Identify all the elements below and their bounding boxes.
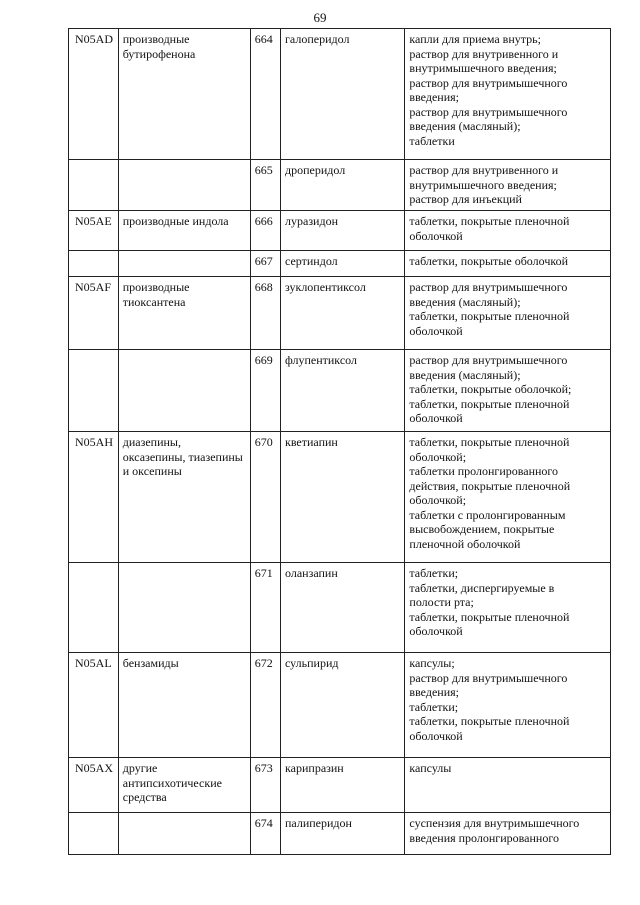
item-number-cell: 671 bbox=[250, 563, 280, 653]
group-name-cell: производные бутирофенона bbox=[118, 29, 250, 160]
drug-name-cell: галоперидол bbox=[281, 29, 405, 160]
dosage-form-line: оболочкой bbox=[409, 228, 463, 243]
dosage-forms-cell bbox=[405, 29, 611, 160]
atc-code-cell: N05AD bbox=[69, 29, 119, 160]
item-number-cell: 668 bbox=[250, 277, 280, 350]
dosage-form-line: раствор для внутримышечного bbox=[409, 104, 568, 119]
dosage-form-line: капли для приема внутрь; bbox=[409, 32, 541, 46]
atc-code-cell bbox=[69, 251, 119, 277]
drug-name-cell: палиперидон bbox=[281, 813, 405, 855]
dosage-form-line: раствор для внутривенного и bbox=[409, 46, 559, 61]
dosage-form-line: действия, покрытые пленочной bbox=[409, 478, 571, 493]
dosage-form-line: капсулы; bbox=[409, 656, 455, 670]
dosage-forms-cell bbox=[405, 160, 611, 211]
dosage-form-line: таблетки bbox=[409, 133, 455, 148]
dosage-form-line: таблетки, покрытые пленочной bbox=[409, 214, 570, 228]
dosage-form-line: раствор для внутримышечного bbox=[409, 280, 568, 294]
dosage-form-line: введения; bbox=[409, 685, 459, 699]
dosage-form-line: оболочкой; bbox=[409, 493, 467, 507]
item-number-cell: 669 bbox=[250, 350, 280, 432]
group-name-cell: производные индола bbox=[118, 211, 250, 251]
dosage-form-line: таблетки с пролонгированным bbox=[409, 507, 566, 522]
table-row bbox=[69, 563, 611, 653]
drug-name-cell: луразидон bbox=[281, 211, 405, 251]
dosage-forms-cell bbox=[405, 277, 611, 350]
dosage-form-line: раствор для инъекций bbox=[409, 192, 522, 206]
dosage-form-line: раствор для внутривенного и bbox=[409, 163, 559, 177]
group-name-cell bbox=[118, 350, 250, 432]
drug-name-cell: сертиндол bbox=[281, 251, 405, 277]
group-name-cell: диазепины, оксазепины, тиазепины и оксепины bbox=[118, 432, 250, 563]
item-number-cell: 674 bbox=[250, 813, 280, 855]
dosage-forms-cell bbox=[405, 350, 611, 432]
table-row bbox=[69, 432, 611, 563]
dosage-form-line: оболочкой bbox=[409, 323, 463, 338]
dosage-forms-cell bbox=[405, 563, 611, 653]
drug-name-cell: сульпирид bbox=[281, 653, 405, 758]
dosage-form-line: полости рта; bbox=[409, 595, 474, 609]
group-name-cell bbox=[118, 563, 250, 653]
atc-code-cell bbox=[69, 350, 119, 432]
group-name-cell: бензамиды bbox=[118, 653, 250, 758]
table-row bbox=[69, 160, 611, 211]
dosage-form-line: таблетки, покрытые пленочной bbox=[409, 396, 570, 411]
drug-table-body bbox=[69, 29, 611, 855]
dosage-form-line: таблетки, покрытые пленочной bbox=[409, 609, 570, 624]
dosage-form-line: оболочкой; bbox=[409, 449, 467, 464]
atc-code-cell: N05AL bbox=[69, 653, 119, 758]
dosage-form-line: таблетки, покрытые пленочной bbox=[409, 714, 570, 728]
drug-name-cell: дроперидол bbox=[281, 160, 405, 211]
dosage-form-line: таблетки, покрытые оболочкой bbox=[409, 254, 568, 268]
dosage-form-line: капсулы bbox=[409, 761, 452, 775]
table-row bbox=[69, 251, 611, 277]
item-number-cell: 673 bbox=[250, 758, 280, 813]
dosage-forms-cell bbox=[405, 813, 611, 855]
dosage-form-line: высвобождением, покрытые bbox=[409, 522, 555, 536]
table-row bbox=[69, 813, 611, 855]
group-name-cell bbox=[118, 813, 250, 855]
item-number-cell: 665 bbox=[250, 160, 280, 211]
dosage-form-line: внутримышечного введения; bbox=[409, 177, 557, 192]
drug-name-cell: флупентиксол bbox=[281, 350, 405, 432]
table-row bbox=[69, 653, 611, 758]
atc-code-cell: N05AX bbox=[69, 758, 119, 813]
table-row bbox=[69, 758, 611, 813]
item-number-cell: 666 bbox=[250, 211, 280, 251]
dosage-form-line: введения (масляный); bbox=[409, 367, 521, 382]
dosage-form-line: раствор для внутримышечного bbox=[409, 670, 568, 685]
dosage-form-line: введения (масляный); bbox=[409, 294, 521, 309]
item-number-cell: 664 bbox=[250, 29, 280, 160]
dosage-form-line: таблетки, покрытые пленочной bbox=[409, 435, 570, 449]
atc-code-cell: N05AF bbox=[69, 277, 119, 350]
drug-name-cell: оланзапин bbox=[281, 563, 405, 653]
dosage-form-line: оболочкой bbox=[409, 411, 463, 425]
dosage-form-line: раствор для внутримышечного bbox=[409, 353, 568, 367]
dosage-form-line: таблетки; bbox=[409, 566, 459, 580]
drug-table bbox=[68, 28, 611, 855]
dosage-form-line: таблетки; bbox=[409, 699, 459, 714]
dosage-form-line: таблетки, диспергируемые в bbox=[409, 580, 555, 595]
dosage-form-line: оболочкой bbox=[409, 624, 463, 638]
dosage-form-line: введения; bbox=[409, 90, 459, 104]
dosage-forms-cell bbox=[405, 432, 611, 563]
group-name-cell bbox=[118, 251, 250, 277]
dosage-forms-cell bbox=[405, 251, 611, 277]
dosage-form-line: пленочной оболочкой bbox=[409, 536, 521, 551]
dosage-form-line: раствор для внутримышечного bbox=[409, 75, 568, 90]
table-row bbox=[69, 211, 611, 251]
atc-code-cell: N05AH bbox=[69, 432, 119, 563]
dosage-form-line: внутримышечного введения; bbox=[409, 61, 557, 75]
atc-code-cell bbox=[69, 563, 119, 653]
drug-name-cell: карипразин bbox=[281, 758, 405, 813]
item-number-cell: 672 bbox=[250, 653, 280, 758]
item-number-cell: 667 bbox=[250, 251, 280, 277]
atc-code-cell bbox=[69, 813, 119, 855]
atc-code-cell bbox=[69, 160, 119, 211]
dosage-forms-cell bbox=[405, 211, 611, 251]
table-row bbox=[69, 29, 611, 160]
group-name-cell: производные тиоксантена bbox=[118, 277, 250, 350]
dosage-form-line: таблетки, покрытые пленочной bbox=[409, 309, 570, 323]
dosage-forms-cell bbox=[405, 653, 611, 758]
group-name-cell: другие антипсихотические средства bbox=[118, 758, 250, 813]
page-number: 69 bbox=[313, 10, 327, 25]
table-row bbox=[69, 350, 611, 432]
dosage-forms-cell bbox=[405, 758, 611, 813]
dosage-form-line: оболочкой bbox=[409, 728, 463, 743]
drug-name-cell: кветиапин bbox=[281, 432, 405, 563]
atc-code-cell: N05AE bbox=[69, 211, 119, 251]
dosage-form-line: введения пролонгированного bbox=[409, 830, 559, 845]
dosage-form-line: таблетки, покрытые оболочкой; bbox=[409, 382, 572, 396]
dosage-form-line: введения (масляный); bbox=[409, 119, 521, 133]
dosage-form-line: таблетки пролонгированного bbox=[409, 464, 559, 478]
drug-name-cell: зуклопентиксол bbox=[281, 277, 405, 350]
table-row bbox=[69, 277, 611, 350]
item-number-cell: 670 bbox=[250, 432, 280, 563]
group-name-cell bbox=[118, 160, 250, 211]
dosage-form-line: суспензия для внутримышечного bbox=[409, 816, 580, 830]
